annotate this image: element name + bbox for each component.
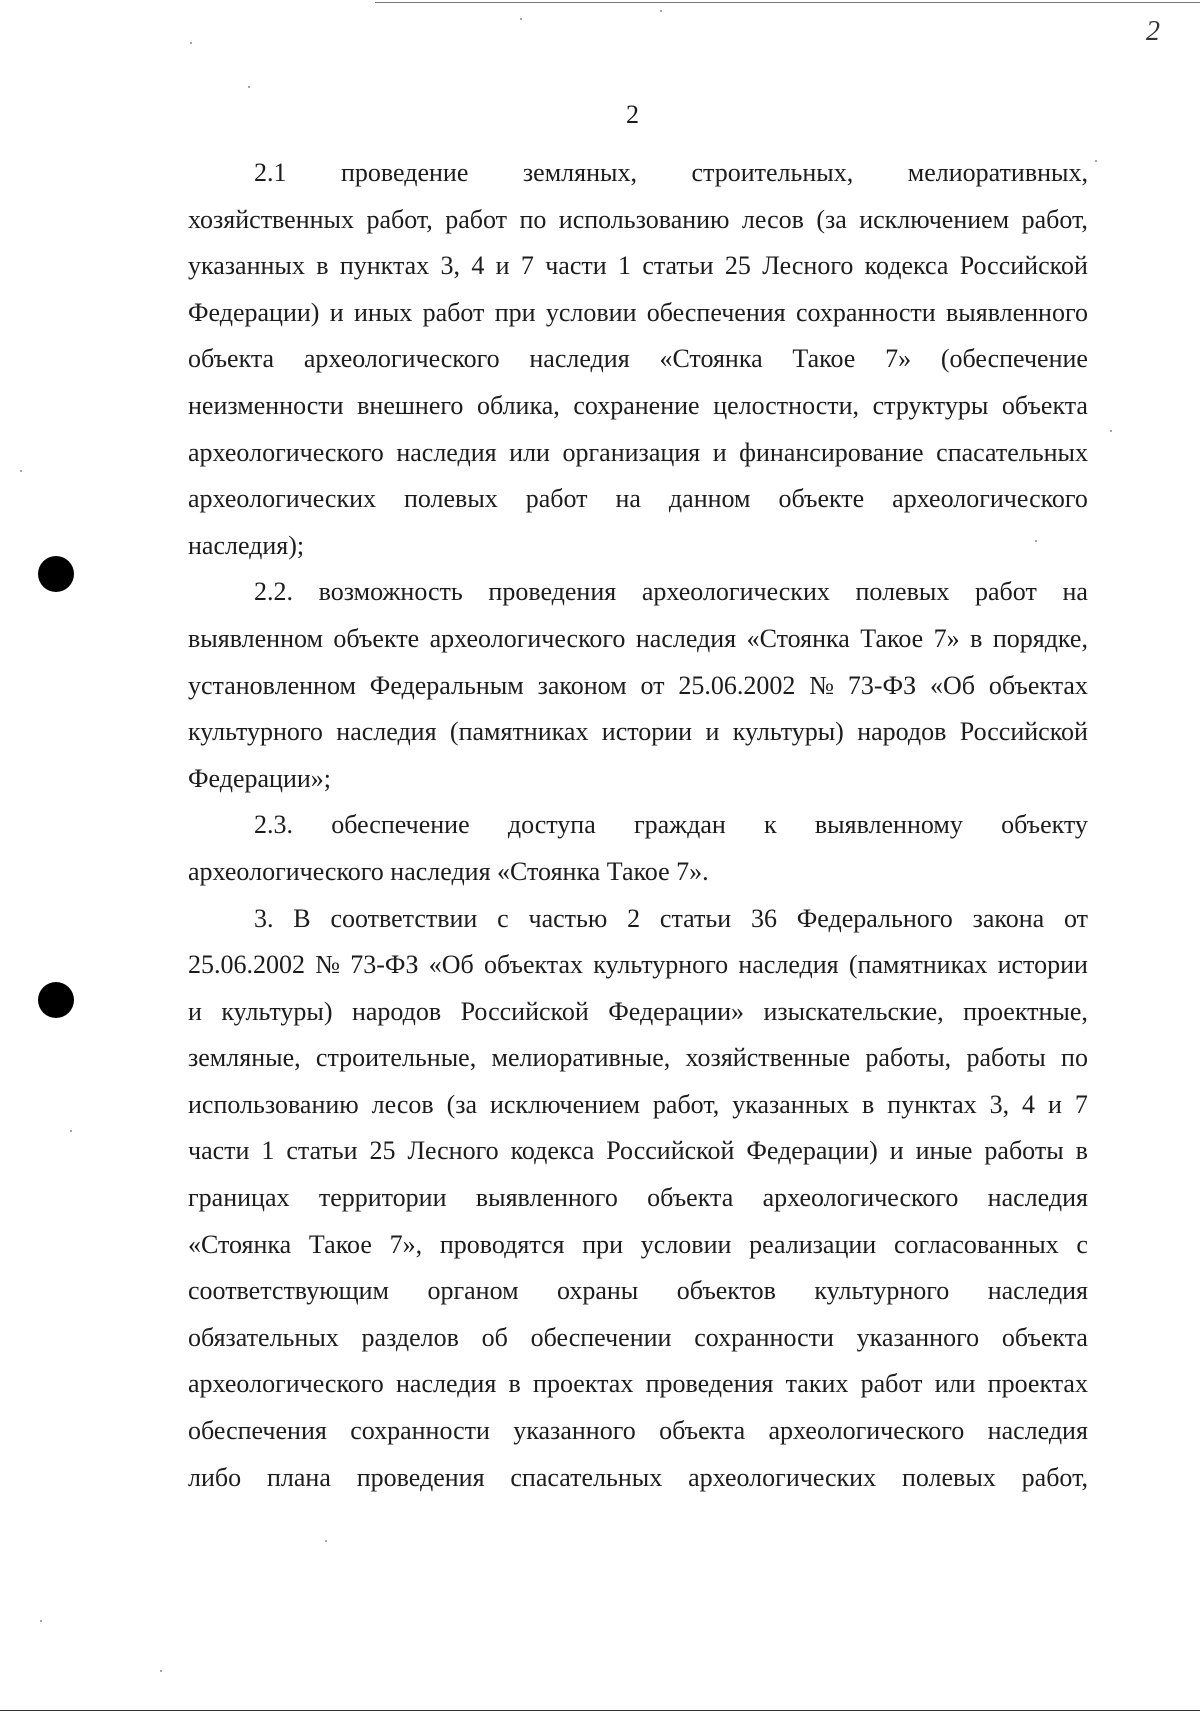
line-word: Такое — [792, 344, 856, 374]
line-word: культурного — [188, 717, 323, 747]
line-word: финансирование — [739, 437, 924, 467]
line-word: пунктах — [339, 251, 430, 281]
line-word: внешнего — [357, 390, 464, 420]
line-word: сохранности — [350, 1416, 490, 1446]
line-word: разделов — [361, 1322, 459, 1352]
line-word: исключением — [859, 204, 1010, 234]
punch-hole — [38, 556, 74, 592]
line-word: Российской — [606, 1136, 735, 1166]
line-word: при — [582, 1229, 624, 1259]
scan-speck — [20, 470, 22, 472]
line-word: Лесного — [407, 1136, 499, 1166]
line-word: работы — [984, 1136, 1064, 1166]
scan-speck — [160, 1670, 162, 1672]
text-line — [188, 1268, 1088, 1315]
line-word: работ — [525, 484, 588, 514]
line-word: 25.06.2002 — [188, 950, 305, 980]
line-word: народов — [351, 996, 442, 1026]
line-word: Федерального — [796, 903, 953, 933]
page-number: 2 — [626, 100, 639, 129]
line-word: Федерации» — [608, 996, 744, 1026]
line-word: строительные, — [315, 1043, 477, 1073]
line-word: «Стоянка — [188, 1229, 292, 1259]
line-word: соответствии — [330, 903, 478, 933]
line-word: культуры) — [732, 717, 844, 747]
line-word: сохранности — [795, 297, 936, 327]
line-word: мелиоративные, — [491, 1043, 671, 1073]
line-word: археологического — [762, 1183, 959, 1213]
line-word: иных — [354, 297, 413, 327]
line-word: законом — [537, 670, 627, 700]
line-word: с — [497, 903, 509, 933]
line-word: 73-ФЗ — [350, 950, 419, 980]
line-word: археологических — [688, 1462, 877, 1492]
text-line: Федерации»; — [188, 763, 332, 793]
line-word: 3, — [989, 1089, 1010, 1119]
line-word: 1 — [261, 1136, 275, 1166]
scan-speck — [40, 1620, 42, 1622]
line-word: возможность — [318, 577, 463, 607]
line-word: спасательных — [936, 437, 1088, 467]
scan-speck — [248, 86, 250, 88]
line-word: проведения — [645, 1369, 774, 1399]
line-word: сохранности — [694, 1322, 834, 1352]
text-line — [188, 1128, 1088, 1175]
text-line — [188, 1082, 1088, 1129]
line-word: и — [1047, 1089, 1062, 1119]
line-word: и — [889, 1136, 904, 1166]
line-word: археологического — [303, 344, 500, 374]
line-word: проведения — [356, 1462, 485, 1492]
line-word: работ — [422, 297, 485, 327]
line-word: наследия — [987, 1416, 1088, 1446]
line-word: указанного — [513, 1416, 636, 1446]
text-line — [188, 430, 1088, 477]
line-word: В — [293, 903, 311, 933]
line-word: наследия — [396, 1369, 497, 1399]
line-word: Такое — [308, 1229, 372, 1259]
line-word: на — [615, 484, 641, 514]
line-word: объектах — [988, 670, 1088, 700]
line-word: статьи — [286, 1136, 358, 1166]
line-word: наследия — [987, 1183, 1088, 1213]
line-word: объекта — [1001, 390, 1088, 420]
line-word: 2.1 — [254, 158, 287, 187]
line-word: полевых — [403, 484, 498, 514]
line-word: земляных, — [522, 158, 637, 187]
line-word: (памятниках — [449, 717, 589, 747]
line-word: 36 — [750, 903, 777, 933]
line-word: соответствующим — [188, 1276, 390, 1306]
line-word: обеспечения — [646, 297, 786, 327]
line-word: Федерации) — [746, 1136, 878, 1166]
line-word: работ, — [366, 204, 433, 234]
top-edge-line — [375, 2, 1200, 3]
line-word: в — [508, 1369, 521, 1399]
line-word: обеспечения — [188, 1416, 327, 1446]
line-word: при — [494, 297, 536, 327]
line-word: границах — [188, 1183, 290, 1213]
line-word: проведение — [341, 158, 469, 187]
line-word: и — [712, 437, 727, 467]
line-word: «Об — [929, 670, 975, 700]
text-line — [188, 197, 1088, 244]
line-word: Российской — [959, 251, 1088, 281]
line-word: 2.3. — [254, 810, 293, 840]
text-line — [188, 942, 1088, 989]
line-word: Федеральным — [369, 670, 524, 700]
line-word: полевых — [901, 1462, 996, 1492]
line-word: работы — [966, 1043, 1046, 1073]
line-word: закона — [972, 903, 1045, 933]
line-word: указанных — [732, 1089, 850, 1119]
text-line: археологического наследия «Стоянка Такое 7». — [188, 856, 709, 886]
line-word: охраны — [557, 1276, 639, 1306]
line-word: условии — [545, 297, 637, 327]
line-word: Такое — [860, 623, 924, 653]
line-word: пунктах — [887, 1089, 977, 1119]
line-word: или — [934, 1369, 976, 1399]
line-word: лесов — [741, 204, 804, 234]
line-word: проектах — [533, 1369, 634, 1399]
handwritten-page-mark: 2 — [1146, 16, 1160, 47]
text-line — [188, 709, 1088, 756]
line-word: 2.2. — [254, 577, 293, 607]
text-line — [188, 150, 1088, 197]
punch-hole — [38, 982, 74, 1018]
line-word: в — [316, 251, 329, 281]
line-word: использованию — [188, 1089, 359, 1119]
line-word: на — [1062, 577, 1088, 607]
text-line — [188, 1455, 1088, 1502]
line-word: порядке, — [992, 623, 1088, 653]
line-word: работ, — [1021, 204, 1088, 234]
line-word: об — [481, 1322, 508, 1352]
text-line — [188, 989, 1088, 1036]
line-word: работы, — [865, 1043, 952, 1073]
line-word: плана — [266, 1462, 331, 1492]
line-word: условии — [640, 1229, 732, 1259]
line-word: Российской — [959, 717, 1088, 747]
line-word: данном — [668, 484, 751, 514]
line-word: № — [809, 670, 835, 700]
line-word: от — [640, 670, 665, 700]
line-word: наследия — [336, 717, 437, 747]
line-word: 7» — [933, 623, 960, 653]
text-line — [188, 1408, 1088, 1455]
line-word: 25 — [369, 1136, 396, 1166]
line-word: наследия — [635, 623, 737, 653]
line-word: 3. — [254, 903, 274, 933]
line-word: объектах — [483, 950, 584, 980]
line-word: объекта — [659, 1416, 746, 1446]
line-word: изыскательские, — [763, 996, 944, 1026]
line-word: 7 — [520, 251, 534, 281]
line-word: 4 — [471, 251, 485, 281]
line-word: работ, — [652, 1089, 720, 1119]
text-line — [188, 802, 1088, 849]
text-line — [188, 383, 1088, 430]
line-word: 73-ФЗ — [847, 670, 917, 700]
text-line — [188, 569, 1088, 616]
line-word: объекте — [333, 623, 420, 653]
line-word: (за — [816, 204, 847, 234]
line-word: «Стоянка — [659, 344, 763, 374]
line-word: хозяйственные — [685, 1043, 851, 1073]
line-word: кодекса — [510, 1136, 595, 1166]
text-line — [188, 616, 1088, 663]
line-word: территории — [318, 1183, 447, 1213]
scan-speck — [325, 1540, 327, 1542]
line-word: доступа — [507, 810, 596, 840]
line-word: и — [495, 251, 510, 281]
line-word: работ — [975, 577, 1037, 607]
line-word: объекту — [1001, 810, 1088, 840]
line-word: выявленного — [475, 1183, 618, 1213]
line-word: в — [862, 1089, 875, 1119]
line-word: к — [764, 810, 777, 840]
line-word: частью — [528, 903, 608, 933]
line-word: Лесного — [762, 251, 854, 281]
line-word: 7», — [389, 1229, 423, 1259]
line-word: археологического — [892, 484, 1088, 514]
line-word: таких — [785, 1369, 849, 1399]
line-word: культурного — [814, 1276, 950, 1306]
line-word: 7 — [1074, 1089, 1088, 1119]
line-word: в — [1075, 1136, 1088, 1166]
line-word: наследия — [529, 344, 630, 374]
line-word: реализации — [749, 1229, 877, 1259]
text-line — [188, 1175, 1088, 1222]
scan-speck — [520, 18, 522, 20]
line-word: археологического — [188, 437, 384, 467]
text-line — [188, 243, 1088, 290]
line-word: 25.06.2002 — [678, 670, 796, 700]
line-word: граждан — [633, 810, 726, 840]
line-word: либо — [188, 1462, 242, 1492]
line-word: облика, — [476, 390, 560, 420]
line-word: части — [545, 251, 607, 281]
line-word: археологического — [429, 623, 626, 653]
scan-speck — [190, 42, 192, 44]
line-word: по — [1061, 1043, 1088, 1073]
text-line — [188, 663, 1088, 710]
document-body — [188, 150, 1088, 1501]
line-word: 2 — [627, 903, 641, 933]
line-word: по — [519, 204, 547, 234]
line-word: наследия — [738, 950, 839, 980]
line-word: строительных, — [691, 158, 854, 187]
text-line — [188, 1361, 1088, 1408]
line-word: выявленному — [814, 810, 963, 840]
scan-speck — [70, 1130, 72, 1132]
line-word: обязательных — [188, 1322, 339, 1352]
line-word: статьи — [642, 251, 714, 281]
line-word: народов — [857, 717, 947, 747]
line-word: истории — [601, 717, 693, 747]
line-word: № — [315, 950, 341, 980]
line-word: или — [509, 437, 550, 467]
line-word: и — [188, 996, 202, 1026]
line-word: работ — [860, 1369, 923, 1399]
scan-speck — [1110, 430, 1112, 432]
line-word: в — [970, 623, 983, 653]
line-word: организация — [562, 437, 701, 467]
line-word: и — [705, 717, 720, 747]
line-word: «Стоянка — [746, 623, 850, 653]
line-word: проведения — [488, 577, 617, 607]
line-word: культуры) — [221, 996, 333, 1026]
line-word: (памятниках — [848, 950, 988, 980]
text-line — [188, 1035, 1088, 1082]
line-word: объектов — [676, 1276, 776, 1306]
line-word: объекте — [778, 484, 865, 514]
line-word: археологического — [768, 1416, 965, 1446]
line-word: исключением — [490, 1089, 640, 1119]
text-line — [188, 336, 1088, 383]
line-word: лесов — [371, 1089, 434, 1119]
line-word: 25 — [724, 251, 751, 281]
line-word: археологических — [641, 577, 830, 607]
line-word: полевых — [855, 577, 950, 607]
bottom-edge-line — [0, 1710, 1200, 1711]
line-word: указанных — [188, 251, 305, 281]
line-word: от — [1063, 903, 1088, 933]
line-word: культурного — [593, 950, 729, 980]
line-word: археологического — [188, 1369, 384, 1399]
line-word: 3, — [440, 251, 460, 281]
line-word: структуры — [872, 390, 989, 420]
line-word: обеспечение — [331, 810, 470, 840]
line-word: земляные, — [188, 1043, 301, 1073]
text-line — [188, 1315, 1088, 1362]
line-word: наследия — [396, 437, 497, 467]
line-word: органом — [427, 1276, 519, 1306]
text-line — [188, 896, 1088, 943]
text-line — [188, 476, 1088, 523]
line-word: целостности, — [713, 390, 860, 420]
line-word: статьи — [659, 903, 732, 933]
text-line: наследия); — [188, 530, 305, 560]
line-word: хозяйственных — [188, 204, 355, 234]
line-word: истории — [997, 950, 1088, 980]
line-word: установленном — [188, 670, 356, 700]
line-word: проектные, — [963, 996, 1088, 1026]
line-word: мелиоративных, — [907, 158, 1088, 187]
line-word: объекта — [647, 1183, 734, 1213]
line-word: с — [1076, 1229, 1088, 1259]
line-word: указанного — [856, 1322, 980, 1352]
line-word: проводятся — [439, 1229, 565, 1259]
text-line — [188, 1222, 1088, 1269]
line-word: выявленном — [188, 623, 323, 653]
line-word: проектах — [987, 1369, 1088, 1399]
line-word: части — [188, 1136, 250, 1166]
line-word: согласованных — [893, 1229, 1059, 1259]
line-word: сохранение — [573, 390, 700, 420]
scan-speck — [660, 10, 662, 12]
line-word: объекта — [1001, 1322, 1088, 1352]
line-word: 1 — [618, 251, 631, 281]
line-word: и — [329, 297, 344, 327]
line-word: выявленного — [945, 297, 1088, 327]
line-word: 7» — [885, 344, 912, 374]
line-word: неизменности — [188, 390, 344, 420]
line-word: кодекса — [864, 251, 949, 281]
line-word: (обеспечение — [940, 344, 1088, 374]
line-word: археологических — [188, 484, 376, 514]
line-word: иные — [915, 1136, 973, 1166]
line-word: Российской — [460, 996, 589, 1026]
line-word: работ, — [1021, 1462, 1088, 1492]
line-word: работ — [445, 204, 508, 234]
line-word: (за — [446, 1089, 478, 1119]
line-word: «Об — [428, 950, 474, 980]
line-word: обеспечении — [530, 1322, 672, 1352]
line-word: Федерации) — [188, 297, 320, 327]
line-word: использованию — [558, 204, 730, 234]
text-line — [188, 290, 1088, 337]
line-word: 4 — [1022, 1089, 1036, 1119]
line-word: наследия — [987, 1276, 1088, 1306]
line-word: объекта — [188, 344, 275, 374]
scan-speck — [1095, 160, 1097, 162]
line-word: спасательных — [510, 1462, 663, 1492]
